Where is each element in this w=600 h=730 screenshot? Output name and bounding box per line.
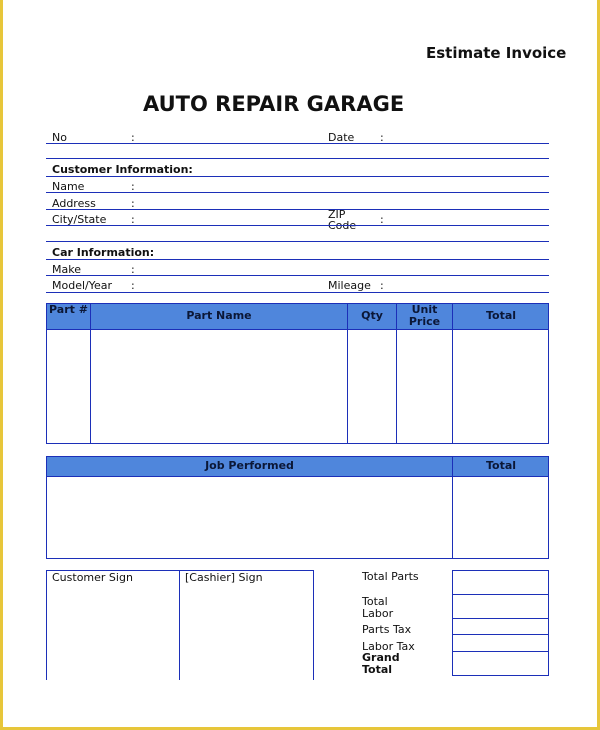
parts-col-divider (347, 303, 348, 444)
no-colon: : (131, 131, 135, 144)
cashier-sign-label: [Cashier] Sign (185, 571, 263, 584)
address-label: Address (52, 197, 96, 210)
car-section-title: Car Information: (52, 246, 155, 259)
mileage-label: Mileage (328, 279, 371, 292)
totals-row-divider (452, 618, 549, 619)
company-name: AUTO REPAIR GARAGE (143, 92, 405, 116)
city-field-line[interactable] (46, 225, 549, 226)
customer-sign-label: Customer Sign (52, 571, 133, 584)
col-job-performed: Job Performed (205, 459, 294, 472)
date-label: Date (328, 131, 355, 144)
col-qty: Qty (361, 309, 383, 322)
model-year-label: Model/Year (52, 279, 113, 292)
city-state-label: City/State (52, 213, 107, 226)
make-label: Make (52, 263, 81, 276)
col-unit-price: Unit Price (408, 303, 441, 328)
signature-divider (179, 570, 180, 680)
labor-tax-label: Labor Tax (362, 640, 415, 653)
no-date-underline (46, 143, 549, 144)
parts-table-body[interactable] (46, 329, 549, 444)
col-total: Total (485, 309, 517, 322)
no-label: No (52, 131, 67, 144)
parts-col-divider (90, 303, 91, 444)
signature-box[interactable] (46, 570, 314, 680)
name-colon: : (131, 180, 135, 193)
date-colon: : (380, 131, 384, 144)
total-parts-label: Total Parts (362, 570, 419, 583)
make-colon: : (131, 263, 135, 276)
car-title-underline (46, 259, 549, 260)
parts-col-divider (452, 303, 453, 444)
zip-code-label: ZIP Code (328, 208, 357, 232)
zip-colon: : (380, 213, 384, 226)
totals-row-divider (452, 651, 549, 652)
customer-title-underline (46, 176, 549, 177)
col-part-no: Part # (49, 303, 88, 316)
model-field-line[interactable] (46, 292, 549, 293)
make-field-line[interactable] (46, 275, 549, 276)
name-field-line[interactable] (46, 192, 549, 193)
col-job-total: Total (485, 459, 517, 472)
grand-total-label: Grand Total (362, 651, 400, 676)
parts-col-divider (396, 303, 397, 444)
document-type-title: Estimate Invoice (426, 44, 567, 62)
job-table-body[interactable] (46, 476, 549, 559)
parts-tax-label: Parts Tax (362, 623, 412, 636)
customer-section-title: Customer Information: (52, 163, 193, 176)
name-label: Name (52, 180, 85, 193)
totals-values-box[interactable] (452, 570, 549, 676)
section-divider (46, 158, 549, 159)
totals-row-divider (452, 634, 549, 635)
totals-row-divider (452, 594, 549, 595)
col-part-name: Part Name (186, 309, 252, 322)
model-colon: : (131, 279, 135, 292)
section-divider-2 (46, 241, 549, 242)
city-state-colon: : (131, 213, 135, 226)
mileage-colon: : (380, 279, 384, 292)
job-col-divider (452, 456, 453, 559)
address-colon: : (131, 197, 135, 210)
total-labor-label: Total Labor (362, 595, 394, 620)
address-field-line[interactable] (46, 209, 549, 210)
